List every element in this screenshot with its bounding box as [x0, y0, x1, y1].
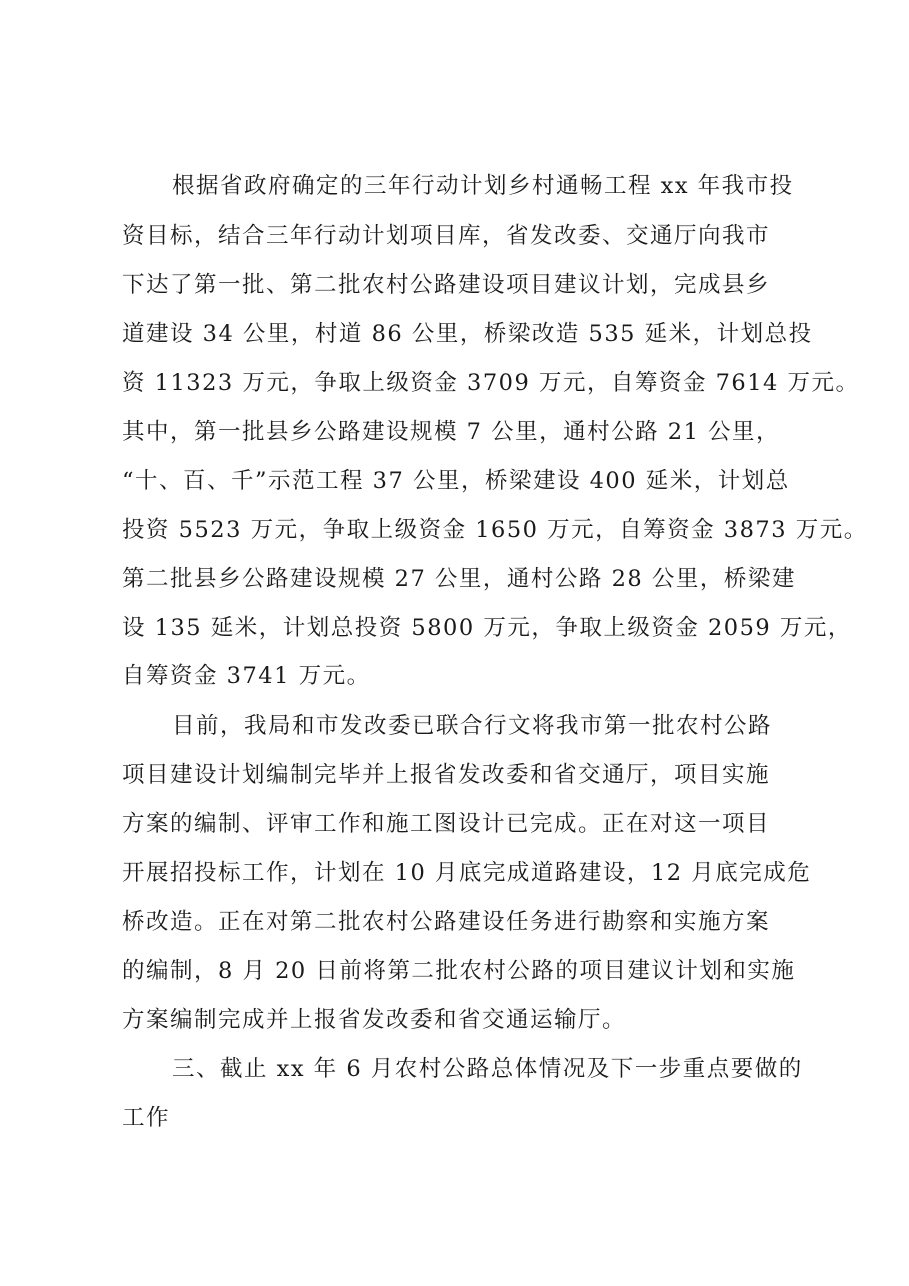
paragraph-1-line-8: 投资 5523 万元，争取上级资金 1650 万元，自筹资金 3873 万元。 [122, 517, 868, 543]
paragraph-1-line-6: 其中，第一批县乡公路建设规模 7 公里，通村公路 21 公里， [122, 419, 781, 445]
paragraph-1-line-2: 资目标，结合三年行动计划项目库，省发改委、交通厅向我市 [122, 223, 771, 249]
paragraph-2-line-1: 目前，我局和市发改委已联合行文将我市第一批农村公路 [172, 713, 773, 739]
paragraph-2-line-3: 方案的编制、评审工作和施工图设计已完成。正在对这一项目 [122, 811, 771, 837]
section-heading-line-2: 工作 [122, 1105, 171, 1131]
paragraph-1-line-3: 下达了第一批、第二批农村公路建设项目建议计划，完成县乡 [122, 272, 771, 298]
paragraph-1-line-11: 自筹资金 3741 万元。 [122, 663, 371, 689]
section-heading-line-1: 三、截止 xx 年 6 月农村公路总体情况及下一步重点要做的 [172, 1056, 803, 1082]
paragraph-1-line-9: 第二批县乡公路建设规模 27 公里，通村公路 28 公里，桥梁建 [122, 566, 796, 592]
paragraph-2-line-2: 项目建设计划编制完毕并上报省发改委和省交通厅，项目实施 [122, 762, 771, 788]
paragraph-2-line-6: 的编制，8 月 20 日前将第二批农村公路的项目建议计划和实施 [122, 958, 796, 984]
paragraph-1-line-10: 设 135 延米，计划总投资 5800 万元，争取上级资金 2059 万元， [122, 615, 852, 641]
paragraph-2-line-4: 开展招投标工作，计划在 10 月底完成道路建设，12 月底完成危 [122, 860, 812, 886]
paragraph-1-line-5: 资 11323 万元，争取上级资金 3709 万元，自筹资金 7614 万元。 [122, 370, 860, 396]
paragraph-2-line-5: 桥改造。正在对第二批农村公路建设任务进行勘察和实施方案 [122, 909, 771, 935]
paragraph-1-line-7: “十、百、千”示范工程 37 公里，桥梁建设 400 延米，计划总 [122, 468, 790, 494]
paragraph-1-line-1: 根据省政府确定的三年行动计划乡村通畅工程 xx 年我市投 [172, 173, 794, 199]
paragraph-1-line-4: 道建设 34 公里，村道 86 公里，桥梁改造 535 延米，计划总投 [122, 321, 813, 347]
paragraph-2-line-7: 方案编制完成并上报省发改委和省交通运输厅。 [122, 1007, 627, 1033]
